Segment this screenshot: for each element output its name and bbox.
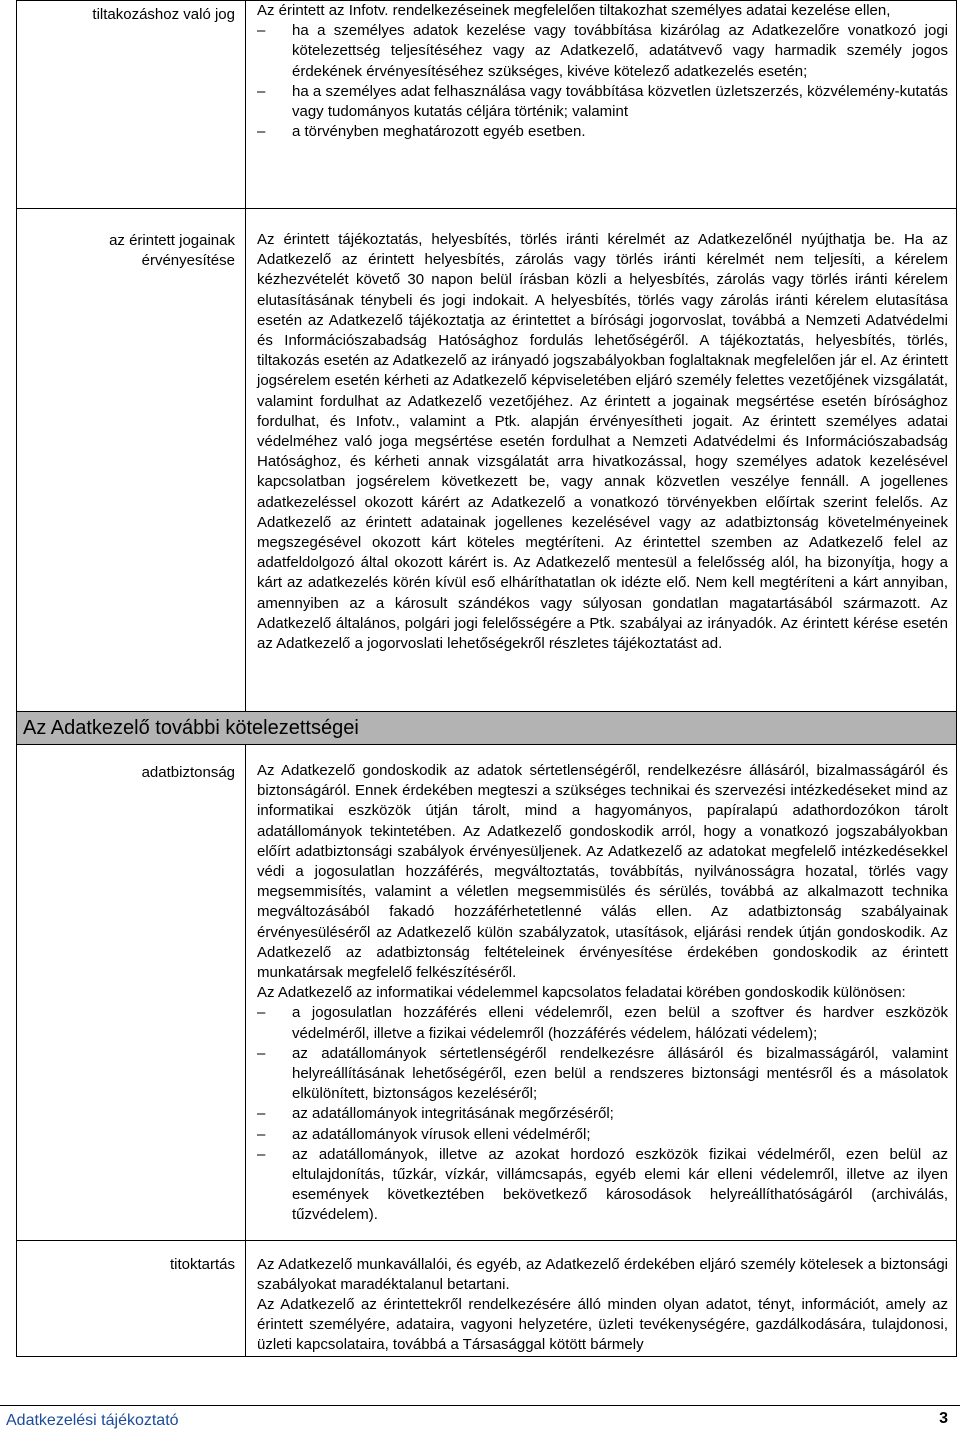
table-row-objection	[17, 1, 957, 209]
dash-icon: –	[257, 1125, 266, 1143]
objection-list	[257, 21, 948, 142]
dash-icon: –	[257, 123, 266, 141]
table-row-enforcement	[17, 209, 957, 712]
confidentiality-paragraph-1: Az Adatkezelő munkavállalói, és egyéb, az Adatkezelő érdekében eljáró személy kötelesek a biztonsági szabályokat maradéktalanul betartani.	[257, 1255, 948, 1293]
row-label-confidentiality: titoktartás	[17, 1240, 246, 1356]
row-content-security	[246, 745, 957, 1241]
list-item: – a jogosulatlan hozzáférés elleni védelemről, ezen belül a szoftver és hardver eszközök védelméről, illetve a fizikai védelemről (hozzáférés védelem, hálózati védelem);	[257, 1004, 948, 1042]
dash-icon: –	[257, 1044, 266, 1062]
list-item: – ha a személyes adat felhasználása vagy továbbítása közvetlen üzletszerzés, közvélemény-kutatás vagy tudományos kutatás céljára történik; valamint	[257, 82, 948, 121]
list-item: – az adatállományok sértetlenségéről rendelkezésre állásáról és bizalmasságáról, valamint helyreállításának lehetőségéről, ezen belül a rendszeres biztonsági mentésről és a másolatok elkülönített, biztonságos kezeléséről;	[257, 1044, 948, 1103]
document-table	[16, 0, 957, 1357]
row-label-enforcement: az érintett jogainak érvényesítése	[17, 209, 246, 712]
objection-intro: Az érintett az Infotv. rendelkezéseinek megfelelően tiltakozhat személyes adatai kezelése ellen,	[257, 2, 891, 19]
dash-icon: –	[257, 82, 266, 100]
page-footer	[0, 1405, 960, 1432]
list-item: – az adatállományok integritásának megőrzéséről;	[257, 1104, 948, 1124]
enforcement-text: Az érintett tájékoztatás, helyesbítés, törlés iránti kérelmét az Adatkezelőnél nyújthatja be. Ha az Adatkezelő az érintett helyesbítés, zárolás vagy törlés iránti kérelmét nem teljesíti, a kérelem kézhezvételét követő 30 napon belül írásban közli a helyesbítés, zárolás vagy törlés iránti kérelem elutasításának ténybeli és jogi indokait. A helyesbítés, törlés vagy zárolás iránti kérelem elutasítása esetén az Adatkezelő tájékoztatja az érintettet a bírósági jogorvoslat, továbbá a Nemzeti Adatvédelmi és Információszabadság Hatósághoz fordulás lehetőségéről. A tájékoztatás, helyesbítés, törlés, tiltakozás esetén az Adatkezelő az irányadó jogszabályokban foglaltaknak megfelelően jár el. Az érintett jogsérelem esetén kérheti az Adatkezelő képviseletében eljáró személy felettes vezetőjének vizsgálatát, valamint fordulhat az Adatkezelő vezetőjéhez. Az érintett a jogainak megsértése esetén bírósághoz fordulhat, és Infotv., valamint a Ptk. alapján érvényesítheti jogait. Az érintett személyes adatai védelméhez való joga megsértése esetén fordulhat a Nemzeti Adatvédelmi és Információszabadság Hatósághoz, és kérheti annak vizsgálatát arra hivatkozással, hogy személyes adatok kezelésével kapcsolatban jogsérelem következett be, vagy annak közvetlen veszélye fennáll. A jogellenes adatkezeléssel okozott kárért az Adatkezelő a vonatkozó törvényekben előírtak szerint felelős. Az Adatkezelő az érintett adatainak jogellenes kezelésével vagy az adatbiztonság követelményeinek megszegésével okozott kárt köteles megtéríteni. Az érintettel szemben az Adatkezelő felel az adatfeldolgozó által okozott kárért is. Az Adatkezelő mentesül a felelősség alól, ha bizonyítja, hogy a kárt az adatkezelés körén kívül eső elháríthatatlan ok idézte elő. Nem kell megtéríteni a kárt annyiban, amennyiben az a károsult szándékos vagy súlyosan gondatlan magatartásából származott. Az Adatkezelő általános, polgári jogi felelősségére a Ptk. szabályai az irányadók. Az érintett kérése esetén az Adatkezelő a jogorvoslati lehetőségekről részletes tájékoztatást ad.	[257, 231, 948, 653]
list-item: – az adatállományok, illetve az azokat hordozó eszközök fizikai védelméről, ezen belül az eltulajdonítás, tűzkár, vízkár, villámcsapás, egyéb elemi kár elleni védelemről, illetve az ilyen események következtében bekövetkező károsodások helyreállíthatóságáról (archiválás, tűzvédelem).	[257, 1145, 948, 1224]
security-list	[257, 1003, 948, 1225]
table-row-confidentiality	[17, 1240, 957, 1356]
row-content-enforcement	[246, 209, 957, 712]
list-item: – ha a személyes adatok kezelése vagy továbbítása kizárólag az Adatkezelőre vonatkozó jogi kötelezettség teljesítéséhez vagy az Adatkezelő, adatátvevő vagy harmadik személy jogos érdekének érvényesítéséhez szükséges, kivéve kötelező adatkezelés esetén;	[257, 22, 948, 80]
row-label-objection: tiltakozáshoz való jog	[17, 1, 246, 209]
dash-icon: –	[257, 1145, 266, 1163]
document-page	[16, 0, 957, 1357]
row-label-security: adatbiztonság	[17, 745, 246, 1241]
list-item: – a törvényben meghatározott egyéb esetben.	[257, 122, 948, 142]
security-paragraph-1: Az Adatkezelő gondoskodik az adatok sértetlenségéről, rendelkezésre állásáról, bizalmasságáról és biztonságáról. Ennek érdekében megteszi a szükséges technikai és szervezési intézkedéseket mind az informatikai eszközök útján tárolt, mind a hagyományos, papíralapú adathordozókon tárolt adatállományok tekintetében. Az Adatkezelő gondoskodik arról, hogy a vonatkozó jogszabályokban előírt adatbiztonsági szabályok érvényesüljenek. Az Adatkezelő az adatokat megfelelő intézkedésekkel védi a jogosulatlan hozzáférés, megváltoztatás, továbbítás, nyilvánosságra hozatal, törlés vagy megsemmisítés, valamint a véletlen megsemmisülés és sérülés, továbbá az alkalmazott technika megváltozásából fakadó hozzáférhetetlenné válás ellen. Az adatbiztonság szabályainak érvényesüléséről az Adatkezelő külön szabályzatok, utasítások, eljárási rendek útján gondoskodik. Az Adatkezelő az adatbiztonság feltételeinek érvényesítése érdekében gondoskodik az érintett munkatársak megfelelő felkészítéséről.	[257, 762, 948, 982]
dash-icon: –	[257, 1105, 266, 1123]
section-heading: Az Adatkezelő további kötelezettségei	[17, 712, 957, 745]
security-paragraph-2: Az Adatkezelő az informatikai védelemmel kapcsolatos feladatai körében gondoskodik különösen:	[257, 984, 906, 1002]
page-number: 3	[939, 1410, 948, 1427]
table-row-security	[17, 745, 957, 1241]
footer-title: Adatkezelési tájékoztató	[6, 1412, 179, 1429]
list-item: – az adatállományok vírusok elleni védelméről;	[257, 1125, 948, 1145]
confidentiality-paragraph-2: Az Adatkezelő az érintettekről rendelkezésére álló minden olyan adatot, tényt, információt, amely az érintett személyére, adataira, vagyoni helyzetére, üzleti tevékenységére, gazdálkodására, tulajdonosi, üzleti kapcsolataira, továbbá a Társasággal kötött bármely	[257, 1296, 948, 1354]
dash-icon: –	[257, 1004, 266, 1022]
row-content-objection	[246, 1, 957, 209]
row-content-confidentiality	[246, 1240, 957, 1356]
section-heading-row	[17, 712, 957, 745]
dash-icon: –	[257, 22, 266, 40]
